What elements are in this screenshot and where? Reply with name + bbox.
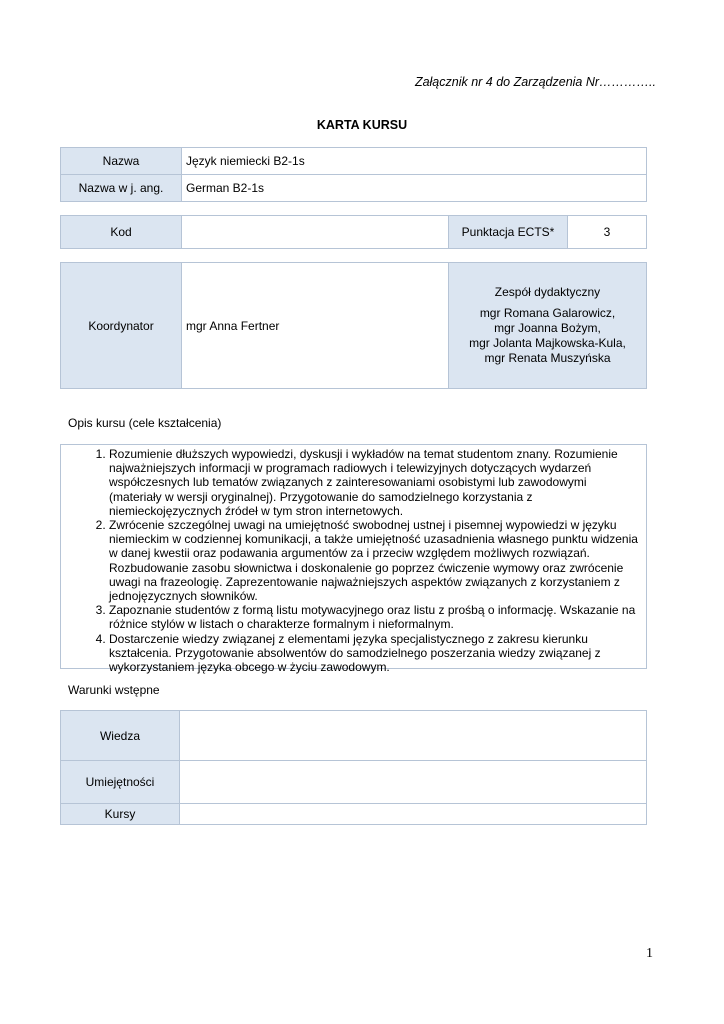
list-item: 2. Zwrócenie szczególnej uwagi na umiejętność swobodnej ustnej i pisemnej wypowiedzi w języku niemieckim w codziennej komunikacji, a także umiejętność uzasadnienia własnego punktu widzenia w danej kwestii oraz podawania argumentów za i przeciw względem możliwych rozwiązań. Rozbudowanie zasobu słownictwa i doskonalenie go poprzez ćwiczenie wymowy oraz zwrócenie uwagi na frazeologię. Zaprezentowanie najważniejszych aspektów związanych z korzystaniem z jednojęzycznych słowników.: [109, 518, 642, 603]
team-member: mgr Romana Galarowicz,: [479, 306, 616, 320]
teaching-team-cell: [449, 263, 647, 389]
list-item: 4. Dostarczenie wiedzy związanej z elementami języka specjalistycznego z zakresu kierunku kształcenia. Przygotowanie absolwentów do samodzielnego poszerzania wiedzy związanej z wykorzystaniem języka obcego w życiu zawodowym.: [109, 632, 642, 675]
list-item: 3. Zapoznanie studentów z formą listu motywacyjnego oraz listu z prośbą o informację. Wskazanie na różnice stylów w listach o charakterze formalnym i nieformalnym.: [109, 603, 642, 631]
description-label: Opis kursu (cele kształcenia): [68, 416, 222, 430]
list-item: 1. Rozumienie dłuższych wypowiedzi, dyskusji i wykładów na temat studentom znany. Rozumienie najważniejszych informacji w programach radiowych i telewizyjnych dotyczących wydarzeń współczesnych lub tematów związanych z zainteresowaniami osobistymi lub zawodowymi (materiały w wersji oryginalnej). Przygotowanie do samodzielnego korzystania z niemieckojęzycznych źródeł w tym stron internetowych.: [109, 447, 642, 518]
courses-value: [180, 804, 647, 825]
table-row: [61, 175, 647, 202]
requirements-label: Warunki wstępne: [68, 683, 160, 697]
ects-label: Punktacja ECTS*: [449, 216, 568, 249]
objectives-list: [61, 447, 642, 674]
table-row: [61, 711, 647, 761]
coordinator-label: Koordynator: [61, 263, 182, 389]
team-member: mgr Renata Muszyńska: [484, 351, 611, 365]
description-box: [60, 444, 647, 675]
coordinator-table: [60, 262, 647, 389]
teaching-team-label: Zespół dydaktyczny: [494, 285, 601, 299]
annex-reference: Załącznik nr 4 do Zarządzenia Nr…………..: [414, 75, 656, 89]
skills-label: Umiejętności: [61, 761, 180, 804]
table-row: [61, 263, 647, 389]
courses-label: Kursy: [61, 804, 180, 825]
code-label: Kod: [61, 216, 182, 249]
table-row: [61, 804, 647, 825]
ects-value: 3: [568, 216, 647, 249]
name-en-label: Nazwa w j. ang.: [61, 175, 182, 202]
team-member: mgr Jolanta Majkowska-Kula,: [469, 336, 626, 350]
name-label: Nazwa: [61, 148, 182, 175]
skills-value: [180, 761, 647, 804]
code-value: [182, 216, 449, 249]
requirements-table: [60, 710, 647, 825]
table-row: [61, 761, 647, 804]
table-row: [61, 216, 647, 249]
team-member: mgr Joanna Bożym,: [494, 321, 601, 335]
page-number: 1: [646, 946, 653, 961]
knowledge-label: Wiedza: [61, 711, 180, 761]
coordinator-value: mgr Anna Fertner: [182, 263, 449, 389]
knowledge-value: [180, 711, 647, 761]
table-row: [61, 148, 647, 175]
course-name-table: [60, 147, 647, 202]
page-title: KARTA KURSU: [316, 118, 408, 132]
name-value: Język niemiecki B2-1s: [182, 148, 647, 175]
code-table: [60, 215, 647, 249]
name-en-value: German B2-1s: [182, 175, 647, 202]
